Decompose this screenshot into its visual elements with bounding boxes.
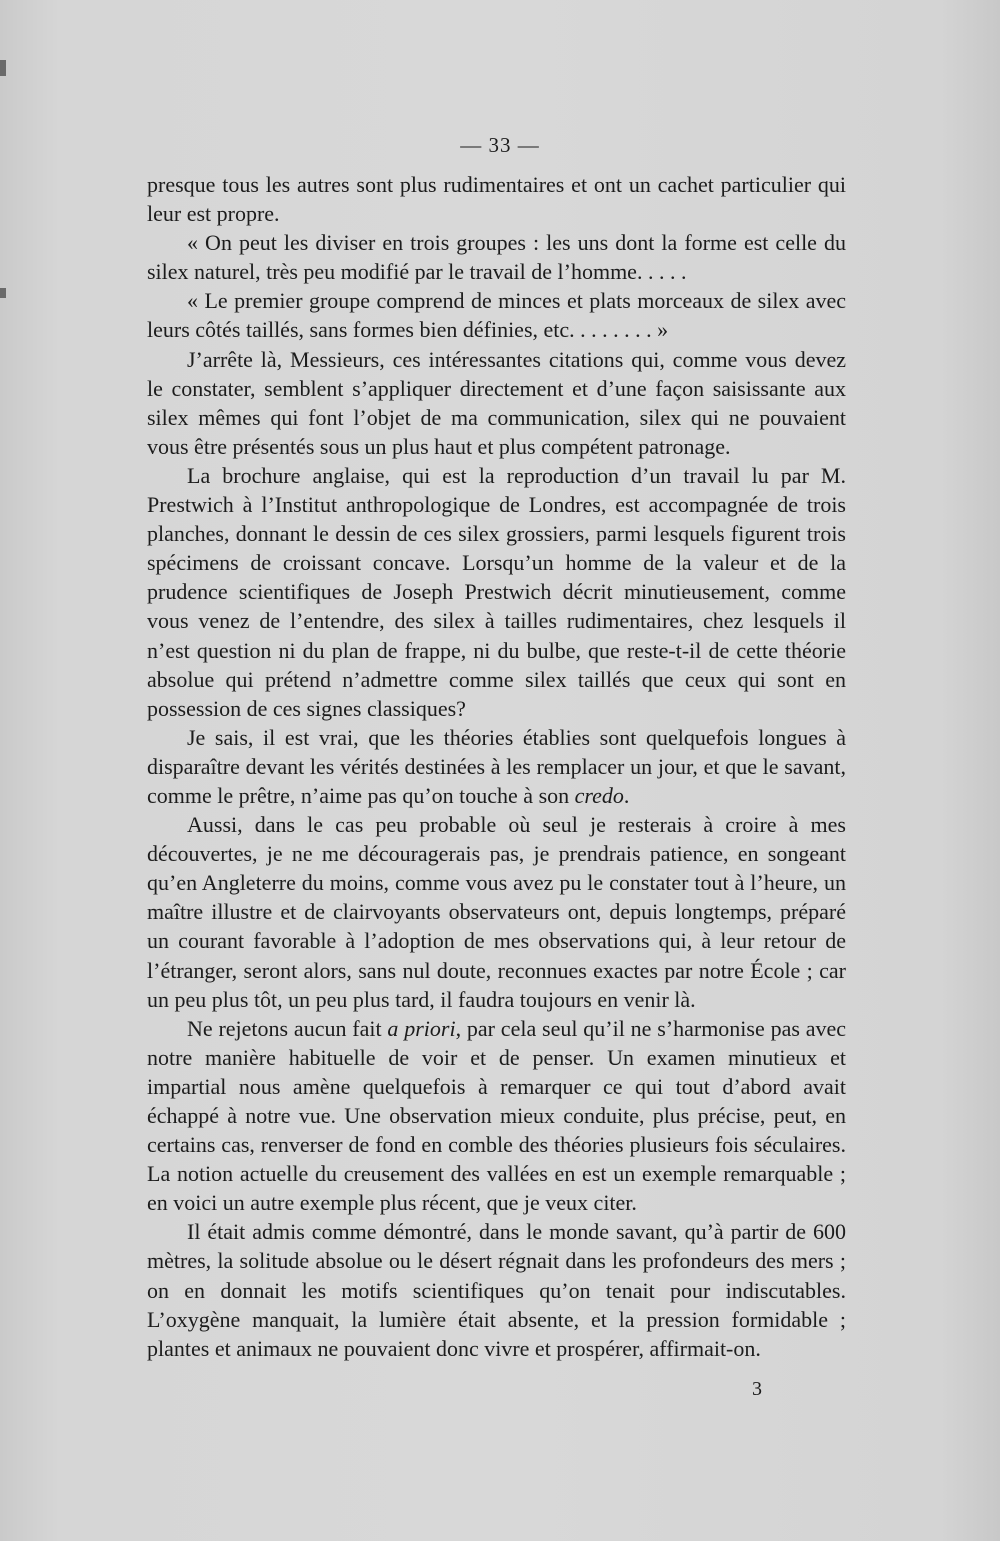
paragraph: Il était admis comme démontré, dans le monde savant, qu’à partir de 600 mètres, la solitude absolue ou le désert régnait dans les profondeurs des mers ; on en donnait les motifs scientifiques qu’on tenait pour indiscutables. L’oxygène manquait, la lumière était absente, et la pression formidable ; plantes et animaux ne pouvaient donc vivre et prospérer, affirmait-on. — [147, 1219, 846, 1361]
signature-mark: 3 — [752, 1378, 762, 1400]
paragraph-text: Je sais, il est vrai, que les théories établies sont quelquefois longues à disparaître devant les vérités destinées à les remplacer un jour, et que le savant, comme le prêtre, n’aime pas qu’on touche à son — [147, 724, 846, 808]
paragraph: presque tous les autres sont plus rudimentaires et ont un cachet particulier qui leur est propre. — [147, 172, 846, 227]
binding-edge-mark — [0, 60, 6, 76]
paragraph-text: Ne rejetons aucun fait — [187, 1015, 388, 1041]
paragraph — [147, 723, 846, 810]
binding-edge-mark — [0, 288, 6, 298]
paragraph: La brochure anglaise, qui est la reproduction d’un travail lu par M. Prestwich à l’Institut anthropologique de Londres, est accompagnée de trois planches, donnant le dessin de ces silex grossiers, parmi lesquels figurent trois spécimens de croissant concave. Lorsqu’un homme de la valeur et de la prudence scientifiques de Joseph Prestwich décrit minutieusement, comme vous venez de l’entendre, des silex à tailles rudimentaires, chez lesquels il n’est question ni du plan de frappe, ni du bulbe, que reste-t-il de cette théorie absolue qui prétend n’admettre comme silex taillés que ceux qui sont en possession de ces signes classiques? — [147, 462, 846, 721]
paragraph-text: . — [623, 782, 630, 808]
italic-term: credo — [574, 782, 624, 808]
italic-term: a priori — [387, 1015, 456, 1041]
paragraph — [147, 1014, 846, 1218]
paragraph: « On peut les diviser en trois groupes : les uns dont la forme est celle du silex naturel, très peu modifié par le travail de l’homme. . . . . — [147, 230, 846, 285]
paragraph: Aussi, dans le cas peu probable où seul je resterais à croire à mes découvertes, je ne me découragerais pas, je prendrais patience, en songeant qu’en Angleterre du moins, comme vous avez pu le constater tout à l’heure, un maître illustre et de clairvoyants observateurs ont, depuis longtemps, préparé un courant favorable à l’adoption de mes observations qui, à leur retour de l’étranger, seront alors, sans nul doute, reconnues exactes par notre École ; car un peu plus tôt, un peu plus tard, il faudra toujours en venir là. — [147, 812, 846, 1012]
page-number: — 33 — — [460, 133, 540, 157]
paragraph-text: , par cela seul qu’il ne s’harmonise pas avec notre manière habituelle de voir et de penser. Un examen minutieux et impartial nous amène quelquefois à remarquer ce qui tout d’abord avait échappé à notre vue. Une observation mieux conduite, plus précise, peut, en certains cas, renverser de fond en comble des théories plusieurs fois séculaires. La notion actuelle du creusement des vallées en est un exemple remarquable ; en voici un autre exemple plus récent, que je veux citer. — [147, 1015, 846, 1216]
paragraph: « Le premier groupe comprend de minces et plats morceaux de silex avec leurs côtés taillés, sans formes bien définies, etc. . . . . . . . » — [147, 288, 846, 343]
paragraph: J’arrête là, Messieurs, ces intéressantes citations qui, comme vous devez le constater, semblent s’appliquer directement et d’une façon saisissante aux silex mêmes qui font l’objet de ma communication, silex qui ne pouvaient vous être présentés sous un plus haut et plus compétent patronage. — [147, 346, 846, 459]
body-text — [147, 170, 846, 1363]
